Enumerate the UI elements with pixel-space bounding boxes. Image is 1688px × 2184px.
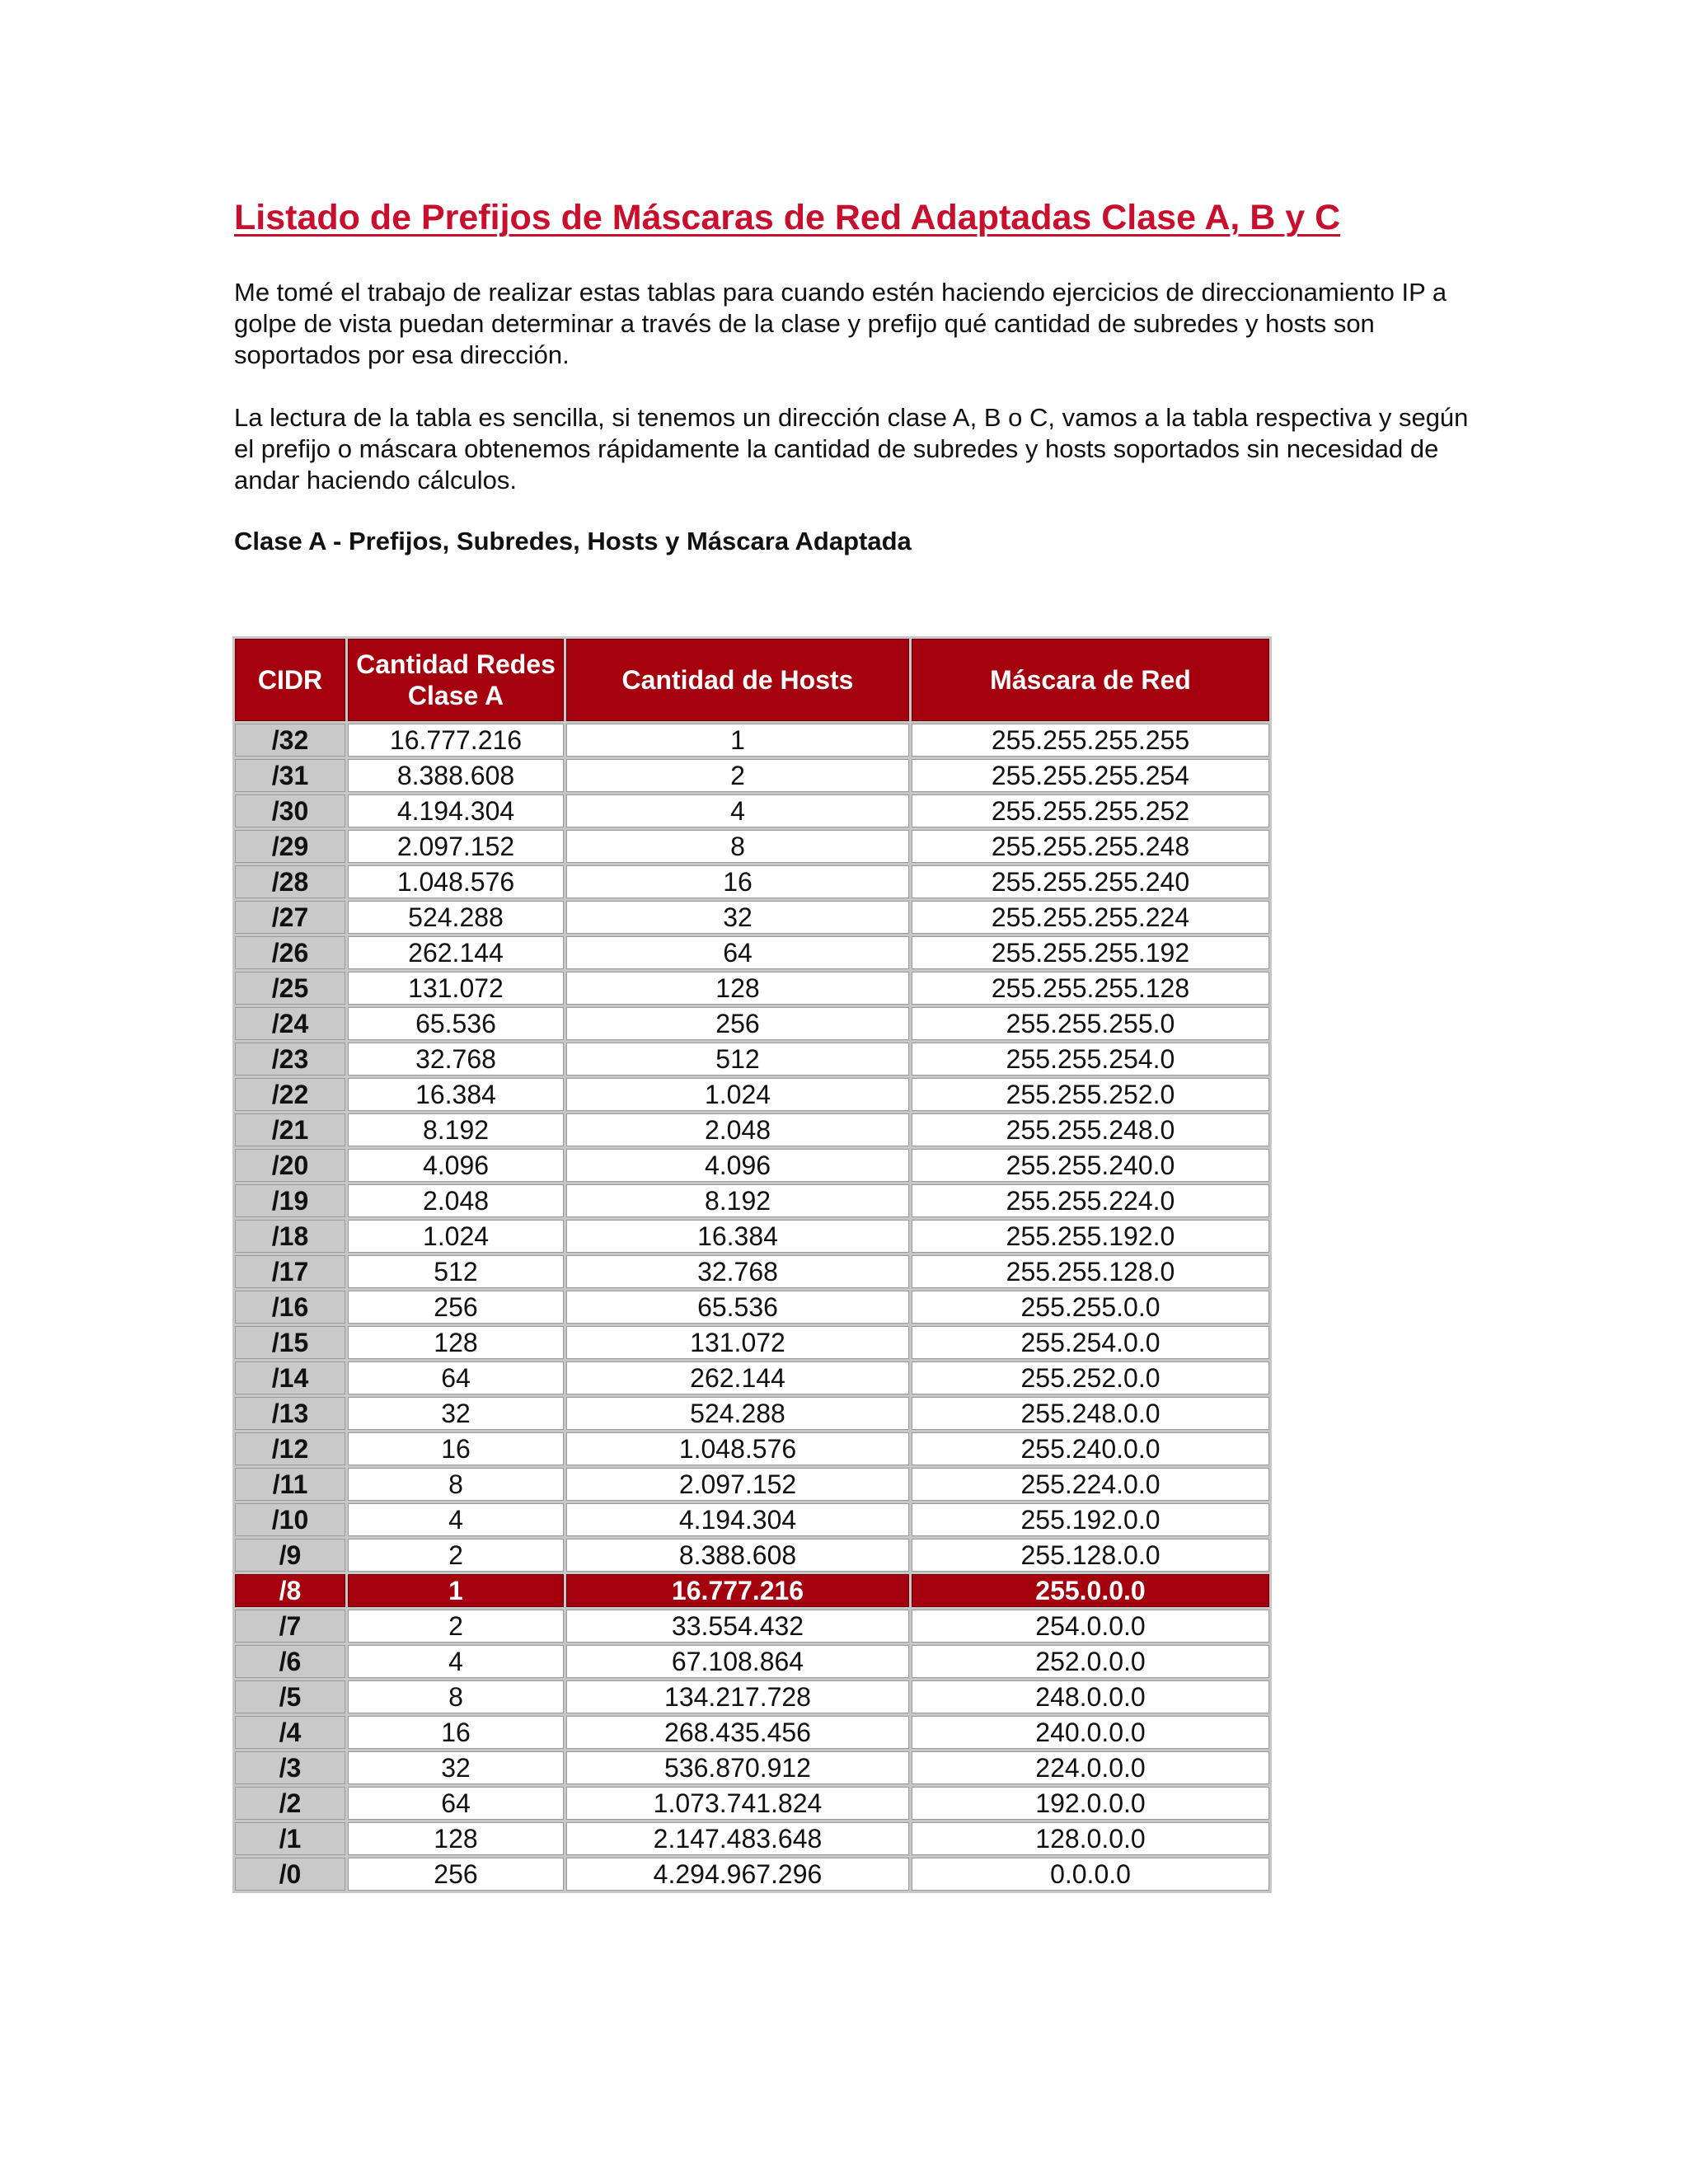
cell-cidr: /24: [235, 1007, 345, 1040]
cell-cidr: /11: [235, 1468, 345, 1501]
cell-host-count: 16.777.216: [566, 1574, 909, 1607]
cell-netmask: 255.255.254.0: [912, 1043, 1269, 1076]
cell-host-count: 1.073.741.824: [566, 1787, 909, 1820]
cell-network-count: 256: [348, 1858, 564, 1891]
table-row: [235, 794, 1269, 827]
cell-cidr: /0: [235, 1858, 345, 1891]
cell-cidr: /18: [235, 1220, 345, 1253]
table-body: [235, 724, 1269, 1891]
cell-network-count: 4: [348, 1503, 564, 1536]
table-row: [235, 1043, 1269, 1076]
cell-netmask: 0.0.0.0: [912, 1858, 1269, 1891]
cell-network-count: 4.096: [348, 1149, 564, 1182]
cell-cidr: /15: [235, 1326, 345, 1359]
cell-host-count: 8.192: [566, 1184, 909, 1217]
table-row: [235, 830, 1269, 863]
header-host-count: Cantidad de Hosts: [566, 639, 909, 721]
cell-network-count: 1: [348, 1574, 564, 1607]
table-row: [235, 1468, 1269, 1501]
cell-network-count: 131.072: [348, 972, 564, 1005]
cell-host-count: 8: [566, 830, 909, 863]
cell-host-count: 2.097.152: [566, 1468, 909, 1501]
cell-host-count: 67.108.864: [566, 1645, 909, 1678]
cell-network-count: 16: [348, 1716, 564, 1749]
table-row: [235, 1078, 1269, 1111]
cell-cidr: /4: [235, 1716, 345, 1749]
cell-netmask: 224.0.0.0: [912, 1751, 1269, 1784]
cell-host-count: 32: [566, 901, 909, 934]
table-row: [235, 1610, 1269, 1643]
cell-host-count: 2.048: [566, 1113, 909, 1146]
cell-host-count: 536.870.912: [566, 1751, 909, 1784]
cell-host-count: 2.147.483.648: [566, 1822, 909, 1855]
cell-cidr: /17: [235, 1255, 345, 1288]
cell-network-count: 2: [348, 1539, 564, 1572]
cell-cidr: /23: [235, 1043, 345, 1076]
cell-host-count: 16.384: [566, 1220, 909, 1253]
cell-netmask: 252.0.0.0: [912, 1645, 1269, 1678]
table-row: [235, 865, 1269, 898]
cell-host-count: 131.072: [566, 1326, 909, 1359]
cell-network-count: 2: [348, 1610, 564, 1643]
cell-netmask: 255.255.255.255: [912, 724, 1269, 757]
cell-cidr: /32: [235, 724, 345, 757]
cell-netmask: 255.252.0.0: [912, 1361, 1269, 1394]
cell-host-count: 4.096: [566, 1149, 909, 1182]
cell-cidr: /13: [235, 1397, 345, 1430]
cell-cidr: /22: [235, 1078, 345, 1111]
cell-netmask: 255.255.255.254: [912, 759, 1269, 792]
cell-cidr: /20: [235, 1149, 345, 1182]
cell-cidr: /19: [235, 1184, 345, 1217]
cell-host-count: 256: [566, 1007, 909, 1040]
cell-cidr: /9: [235, 1539, 345, 1572]
cell-network-count: 8.388.608: [348, 759, 564, 792]
cell-cidr: /8: [235, 1574, 345, 1607]
table-row: [235, 1645, 1269, 1678]
cell-host-count: 134.217.728: [566, 1680, 909, 1713]
cell-network-count: 8.192: [348, 1113, 564, 1146]
cell-netmask: 255.255.255.128: [912, 972, 1269, 1005]
cell-network-count: 128: [348, 1822, 564, 1855]
table-row: [235, 1503, 1269, 1536]
cell-cidr: /30: [235, 794, 345, 827]
table-row: [235, 1432, 1269, 1465]
table-header-row: [235, 639, 1269, 721]
cell-host-count: 4: [566, 794, 909, 827]
table-row: [235, 901, 1269, 934]
cell-host-count: 1.048.576: [566, 1432, 909, 1465]
cell-netmask: 255.240.0.0: [912, 1432, 1269, 1465]
cell-netmask: 240.0.0.0: [912, 1716, 1269, 1749]
cell-netmask: 255.255.0.0: [912, 1291, 1269, 1324]
cell-cidr: /28: [235, 865, 345, 898]
cell-network-count: 524.288: [348, 901, 564, 934]
cell-cidr: /27: [235, 901, 345, 934]
cell-netmask: 255.255.252.0: [912, 1078, 1269, 1111]
cell-netmask: 255.255.255.252: [912, 794, 1269, 827]
cell-network-count: 2.097.152: [348, 830, 564, 863]
cell-netmask: 255.255.255.248: [912, 830, 1269, 863]
cell-netmask: 255.255.248.0: [912, 1113, 1269, 1146]
header-cidr: CIDR: [235, 639, 345, 721]
table-row: [235, 1716, 1269, 1749]
cell-host-count: 8.388.608: [566, 1539, 909, 1572]
table-row: [235, 1539, 1269, 1572]
cell-host-count: 64: [566, 936, 909, 969]
cell-network-count: 64: [348, 1787, 564, 1820]
table-row: [235, 1184, 1269, 1217]
cell-cidr: /2: [235, 1787, 345, 1820]
table-row: [235, 936, 1269, 969]
cell-host-count: 524.288: [566, 1397, 909, 1430]
cell-netmask: 248.0.0.0: [912, 1680, 1269, 1713]
cell-network-count: 16.777.216: [348, 724, 564, 757]
cell-network-count: 256: [348, 1291, 564, 1324]
cell-cidr: /5: [235, 1680, 345, 1713]
cell-netmask: 255.224.0.0: [912, 1468, 1269, 1501]
cell-network-count: 16.384: [348, 1078, 564, 1111]
cell-netmask: 255.128.0.0: [912, 1539, 1269, 1572]
cell-netmask: 255.254.0.0: [912, 1326, 1269, 1359]
cell-cidr: /31: [235, 759, 345, 792]
document-body: [234, 191, 1470, 558]
table-row: [235, 1255, 1269, 1288]
cell-network-count: 65.536: [348, 1007, 564, 1040]
cell-cidr: /7: [235, 1610, 345, 1643]
cell-host-count: 4.294.967.296: [566, 1858, 909, 1891]
cell-host-count: 65.536: [566, 1291, 909, 1324]
cell-network-count: 2.048: [348, 1184, 564, 1217]
table-row: [235, 1361, 1269, 1394]
cell-network-count: 1.048.576: [348, 865, 564, 898]
table-row: [235, 1680, 1269, 1713]
cell-host-count: 33.554.432: [566, 1610, 909, 1643]
table-row: [235, 1149, 1269, 1182]
cell-netmask: 255.255.255.240: [912, 865, 1269, 898]
cell-network-count: 64: [348, 1361, 564, 1394]
section-heading: Clase A - Prefijos, Subredes, Hosts y Máscara Adaptada: [234, 527, 912, 555]
table-row: [235, 1751, 1269, 1784]
table-row: [235, 1007, 1269, 1040]
table-row: [235, 1397, 1269, 1430]
table-row: [235, 1113, 1269, 1146]
cell-host-count: 4.194.304: [566, 1503, 909, 1536]
cell-cidr: /29: [235, 830, 345, 863]
cell-cidr: /21: [235, 1113, 345, 1146]
cell-netmask: 255.255.240.0: [912, 1149, 1269, 1182]
header-network-count: Cantidad Redes Clase A: [348, 639, 564, 721]
cell-cidr: /3: [235, 1751, 345, 1784]
cell-netmask: 255.255.255.224: [912, 901, 1269, 934]
cell-cidr: /25: [235, 972, 345, 1005]
cell-host-count: 268.435.456: [566, 1716, 909, 1749]
cell-netmask: 255.255.255.192: [912, 936, 1269, 969]
cell-cidr: /6: [235, 1645, 345, 1678]
intro-paragraph: Me tomé el trabajo de realizar estas tablas para cuando estén haciendo ejercicios de direccionamiento IP a golpe de vista puedan determinar a través de la clase y prefijo qué cantidad de subredes y hosts son soportados por esa dirección.: [234, 278, 1447, 369]
cell-host-count: 128: [566, 972, 909, 1005]
cell-cidr: /16: [235, 1291, 345, 1324]
cell-host-count: 1: [566, 724, 909, 757]
cell-network-count: 32: [348, 1751, 564, 1784]
class-a-prefix-table: [232, 636, 1272, 1893]
cell-netmask: 128.0.0.0: [912, 1822, 1269, 1855]
cell-network-count: 512: [348, 1255, 564, 1288]
cell-host-count: 512: [566, 1043, 909, 1076]
cell-network-count: 32.768: [348, 1043, 564, 1076]
cell-host-count: 1.024: [566, 1078, 909, 1111]
cell-network-count: 4: [348, 1645, 564, 1678]
table-row: [235, 1787, 1269, 1820]
usage-paragraph: La lectura de la tabla es sencilla, si tenemos un dirección clase A, B o C, vamos a la tabla respectiva y según el prefijo o máscara obtenemos rápidamente la cantidad de subredes y hosts soportados sin necesidad de andar haciendo cálculos.: [234, 403, 1469, 494]
cell-cidr: /10: [235, 1503, 345, 1536]
cell-netmask: 255.248.0.0: [912, 1397, 1269, 1430]
cell-network-count: 1.024: [348, 1220, 564, 1253]
cell-netmask: 254.0.0.0: [912, 1610, 1269, 1643]
header-netmask: Máscara de Red: [912, 639, 1269, 721]
table-row: [235, 1220, 1269, 1253]
cell-cidr: /1: [235, 1822, 345, 1855]
table-row: [235, 1858, 1269, 1891]
cell-netmask: 255.255.224.0: [912, 1184, 1269, 1217]
cell-netmask: 255.255.255.0: [912, 1007, 1269, 1040]
table-row: [235, 1822, 1269, 1855]
cell-host-count: 262.144: [566, 1361, 909, 1394]
cell-netmask: 255.255.192.0: [912, 1220, 1269, 1253]
cell-netmask: 255.0.0.0: [912, 1574, 1269, 1607]
table-row: [235, 724, 1269, 757]
cell-network-count: 8: [348, 1468, 564, 1501]
cell-netmask: 255.192.0.0: [912, 1503, 1269, 1536]
cell-host-count: 2: [566, 759, 909, 792]
table-row: [235, 1326, 1269, 1359]
table-row: [235, 759, 1269, 792]
cell-network-count: 4.194.304: [348, 794, 564, 827]
cell-host-count: 32.768: [566, 1255, 909, 1288]
cell-network-count: 32: [348, 1397, 564, 1430]
table-row: [235, 972, 1269, 1005]
cell-netmask: 192.0.0.0: [912, 1787, 1269, 1820]
cell-network-count: 8: [348, 1680, 564, 1713]
cell-cidr: /12: [235, 1432, 345, 1465]
table-row: [235, 1574, 1269, 1607]
cell-network-count: 262.144: [348, 936, 564, 969]
cell-network-count: 128: [348, 1326, 564, 1359]
cell-host-count: 16: [566, 865, 909, 898]
cell-netmask: 255.255.128.0: [912, 1255, 1269, 1288]
cell-cidr: /14: [235, 1361, 345, 1394]
table-row: [235, 1291, 1269, 1324]
page-title: Listado de Prefijos de Máscaras de Red Adaptadas Clase A, B y C: [234, 198, 1341, 237]
cell-network-count: 16: [348, 1432, 564, 1465]
cell-cidr: /26: [235, 936, 345, 969]
